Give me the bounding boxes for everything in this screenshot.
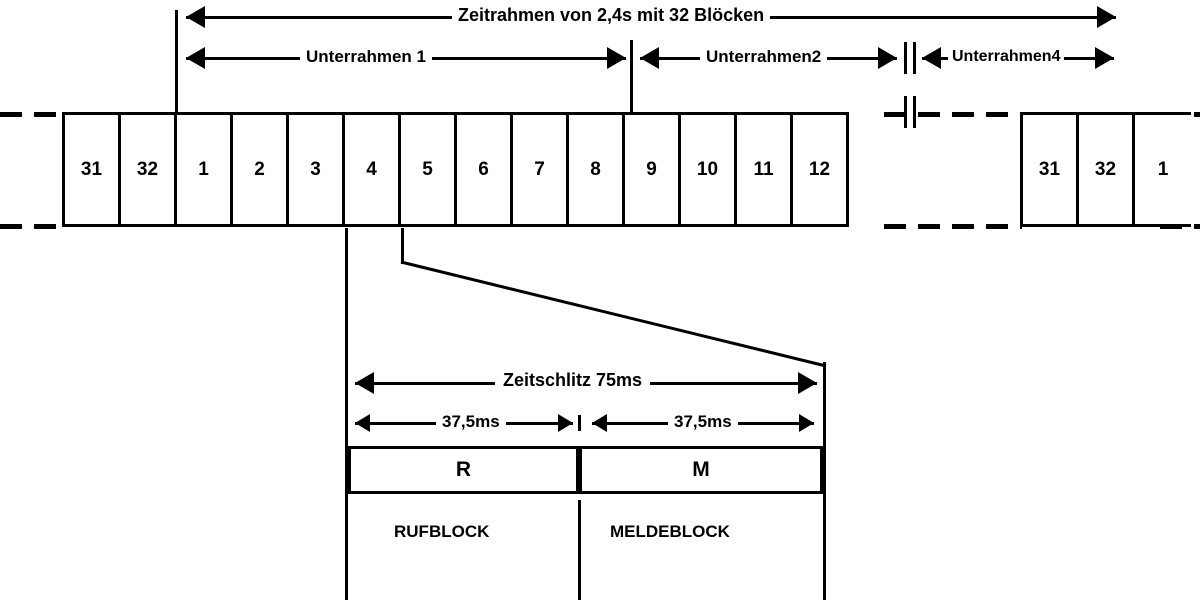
rail-bottom-left-dashed — [0, 224, 62, 229]
subframe1-arrow-left — [186, 47, 205, 69]
block-cell: 8 — [566, 112, 625, 227]
block-r: R — [348, 446, 579, 494]
meldeblock-label: MELDEBLOCK — [610, 522, 730, 541]
subframe4-arrow-right — [1095, 47, 1114, 69]
block-cell: 12 — [790, 112, 849, 227]
frame-span-arrow-left — [186, 6, 205, 28]
rufblock-label: RUFBLOCK — [394, 522, 490, 541]
frame-title: Zeitrahmen von 2,4s mit 32 Blöcken — [452, 5, 770, 26]
block-cell: 32 — [1076, 112, 1135, 227]
half-left-label: 37,5ms — [436, 412, 506, 432]
subframe2-arrow-right — [878, 47, 897, 69]
half-left-arrow-right — [558, 414, 573, 432]
callout-left-vertical — [345, 228, 348, 600]
timeslot-label: Zeitschlitz 75ms — [495, 370, 650, 391]
half-right-arrow-left — [592, 414, 607, 432]
subframe4-arrow-left — [922, 47, 941, 69]
subframe4-label: Unterrahmen4 — [948, 48, 1064, 66]
block-cell: 11 — [734, 112, 793, 227]
half-right-label: 37,5ms — [668, 412, 738, 432]
subframe2-label: Unterrahmen2 — [700, 47, 827, 67]
frame-span-arrow-right — [1097, 6, 1116, 28]
block-cell: 10 — [678, 112, 737, 227]
subframe2-arrow-left — [640, 47, 659, 69]
block-cell: 9 — [622, 112, 681, 227]
half-right-arrow-right — [799, 414, 814, 432]
block-cell: 2 — [230, 112, 289, 227]
block-cell: 5 — [398, 112, 457, 227]
half-left-arrow-left — [355, 414, 370, 432]
half-divider-tick — [578, 415, 581, 431]
block-cell: 4 — [342, 112, 401, 227]
timeslot-arrow-right — [798, 372, 817, 394]
block-cell: 6 — [454, 112, 513, 227]
rm-divider-extension — [578, 500, 581, 600]
block-cell: 31 — [62, 112, 121, 227]
block-cell: 31 — [1020, 112, 1079, 227]
block-m: M — [579, 446, 823, 494]
break-bar-1 — [904, 42, 907, 74]
block-cell: 1 — [1132, 112, 1191, 227]
subframe1-label: Unterrahmen 1 — [300, 47, 432, 67]
block-cell: 3 — [286, 112, 345, 227]
callout-right-vertical — [823, 362, 826, 600]
rail-top-left-dashed — [0, 112, 62, 117]
rail-top-gap-dashed — [884, 112, 1022, 117]
block-cell: 7 — [510, 112, 569, 227]
break-bar-2 — [913, 42, 916, 74]
block-cell: 1 — [174, 112, 233, 227]
timeslot-arrow-left — [355, 372, 374, 394]
subframe1-arrow-right — [607, 47, 626, 69]
block-cell: 32 — [118, 112, 177, 227]
rail-bottom-gap-dashed — [884, 224, 1022, 229]
